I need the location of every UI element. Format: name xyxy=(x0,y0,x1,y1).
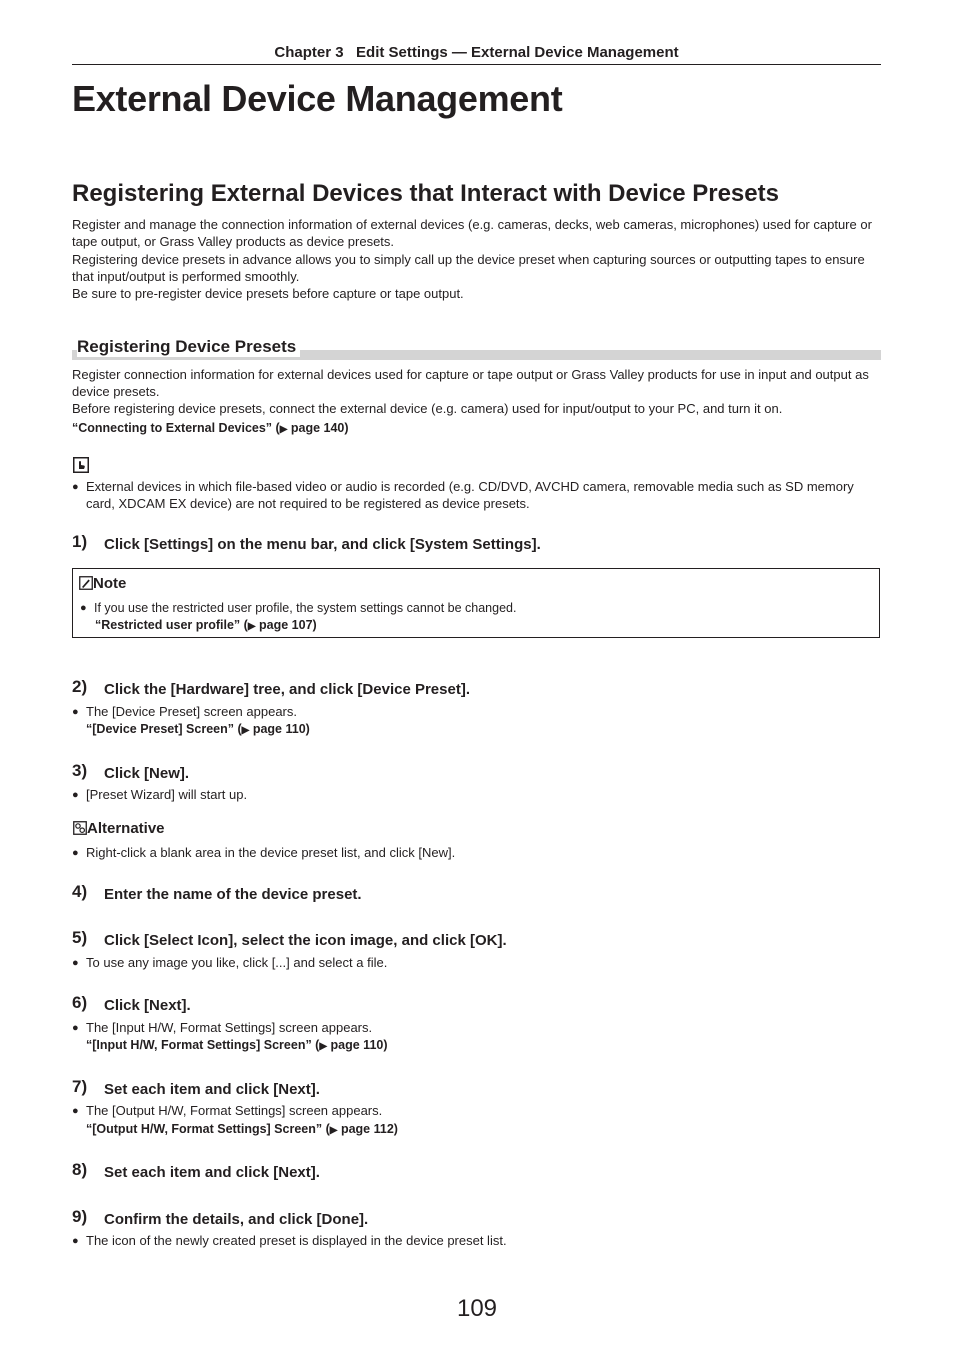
intro-paragraph-3: Be sure to pre-register device presets before capture or tape output. xyxy=(72,286,464,301)
step-7-bullet-text: The [Output H/W, Format Settings] screen appears. xyxy=(86,1103,383,1118)
xref-text: “Connecting to External Devices” ( xyxy=(72,421,280,435)
note-bullet-text: If you use the restricted user profile, the system settings cannot be changed. xyxy=(94,601,517,615)
xref-page: page 110) xyxy=(252,722,310,736)
step-text-8: Set each item and click [Next]. xyxy=(104,1164,320,1181)
bullet-dot: ● xyxy=(72,1235,79,1247)
xref-text: “[Device Preset] Screen” ( xyxy=(86,722,242,736)
xref-restricted-user[interactable] xyxy=(95,618,317,632)
step-text-1: Click [Settings] on the menu bar, and click [System Settings]. xyxy=(104,536,541,553)
bullet-dot: ● xyxy=(72,789,79,801)
alternative-bullet-text: Right-click a blank area in the device preset list, and click [New]. xyxy=(86,845,456,860)
note-bullet xyxy=(80,600,874,617)
page-number: 109 xyxy=(456,1295,498,1322)
alternative-icon xyxy=(73,821,87,839)
bullet-dot: ● xyxy=(72,957,79,969)
step-3-bullet xyxy=(72,787,886,804)
hint-bullet-text: External devices in which file-based video or audio is recorded (e.g. CD/DVD, AVCHD camera, removable media such as SD memory card, XDCAM EX device) are not required to be registered as device presets. xyxy=(86,479,854,511)
subsection-title: Registering Device Presets xyxy=(77,337,300,357)
bullet-dot: ● xyxy=(80,602,87,614)
section-title: Registering External Devices that Interact with Device Presets xyxy=(72,180,779,207)
step-text-5: Click [Select Icon], select the icon image, and click [OK]. xyxy=(104,932,507,949)
step-3-bullet-text: [Preset Wizard] will start up. xyxy=(86,787,248,802)
triangle-right-icon: ▶ xyxy=(279,424,288,435)
page-title: External Device Management xyxy=(72,78,563,119)
step-9-bullet-text: The icon of the newly created preset is displayed in the device preset list. xyxy=(86,1233,507,1248)
xref-text: “[Input H/W, Format Settings] Screen” ( xyxy=(86,1038,320,1052)
hand-pointer-icon xyxy=(73,457,89,478)
bullet-dot: ● xyxy=(72,847,79,859)
xref-output-hw-screen[interactable] xyxy=(86,1122,398,1136)
intro-paragraph-2: Registering device presets in advance allows you to simply call up the device preset when capturing sources or outputting tapes to ensure that input/output is performed smoothly. xyxy=(72,252,865,284)
bullet-dot: ● xyxy=(72,706,79,718)
bullet-dot: ● xyxy=(72,481,79,493)
triangle-right-icon: ▶ xyxy=(319,1041,328,1052)
subsection-paragraph-1: Register connection information for external devices used for capture or tape output or Grass Valley products for use in input and output as device presets. xyxy=(72,367,869,399)
xref-page: page 140) xyxy=(290,421,349,435)
xref-input-hw-screen[interactable] xyxy=(86,1038,388,1052)
step-number-4: 4) xyxy=(72,882,88,901)
bullet-dot: ● xyxy=(72,1022,79,1034)
intro-paragraph-1: Register and manage the connection information of external devices (e.g. cameras, decks, web cameras, microphones) used for capture or tape output, or Grass Valley products as device presets. xyxy=(72,217,872,249)
step-7-bullet xyxy=(72,1103,886,1120)
step-9-bullet xyxy=(72,1233,886,1250)
step-2-bullet-text: The [Device Preset] screen appears. xyxy=(86,704,297,719)
step-5-bullet xyxy=(72,955,886,972)
alternative-label: Alternative xyxy=(87,820,165,837)
step-5-bullet-text: To use any image you like, click [...] and select a file. xyxy=(86,955,388,970)
step-6-bullet xyxy=(72,1020,886,1037)
note-pencil-icon xyxy=(79,576,93,594)
xref-page: page 110) xyxy=(330,1038,388,1052)
alternative-heading xyxy=(73,820,165,839)
step-text-3: Click [New]. xyxy=(104,765,190,782)
xref-text: “Restricted user profile” ( xyxy=(95,618,248,632)
step-2-bullet xyxy=(72,704,886,721)
triangle-right-icon: ▶ xyxy=(247,621,256,632)
note-label: Note xyxy=(93,575,127,592)
step-number-6: 6) xyxy=(72,993,88,1012)
step-text-6: Click [Next]. xyxy=(104,997,191,1014)
step-number-8: 8) xyxy=(72,1160,88,1179)
xref-device-preset-screen[interactable] xyxy=(86,722,310,736)
step-number-7: 7) xyxy=(72,1077,88,1096)
triangle-right-icon: ▶ xyxy=(241,725,250,736)
xref-text: “[Output H/W, Format Settings] Screen” ( xyxy=(86,1122,330,1136)
xref-connecting-devices[interactable] xyxy=(72,421,349,435)
step-text-9: Confirm the details, and click [Done]. xyxy=(104,1211,369,1228)
note-heading xyxy=(79,575,126,594)
step-number-1: 1) xyxy=(72,532,88,551)
header-rule xyxy=(72,64,881,65)
step-number-2: 2) xyxy=(72,677,88,696)
chapter-header: Chapter 3 Edit Settings — External Device Management xyxy=(274,44,679,61)
triangle-right-icon: ▶ xyxy=(329,1125,338,1136)
xref-page: page 107) xyxy=(259,618,317,632)
xref-page: page 112) xyxy=(340,1122,398,1136)
hint-bullet xyxy=(72,479,886,512)
step-text-7: Set each item and click [Next]. xyxy=(104,1081,320,1098)
step-text-4: Enter the name of the device preset. xyxy=(104,886,362,903)
step-number-5: 5) xyxy=(72,928,88,947)
alternative-bullet xyxy=(72,845,886,862)
step-text-2: Click the [Hardware] tree, and click [Device Preset]. xyxy=(104,681,470,698)
step-number-9: 9) xyxy=(72,1207,88,1226)
step-number-3: 3) xyxy=(72,761,88,780)
step-6-bullet-text: The [Input H/W, Format Settings] screen appears. xyxy=(86,1020,373,1035)
bullet-dot: ● xyxy=(72,1105,79,1117)
subsection-paragraph-2: Before registering device presets, connect the external device (e.g. camera) used for input/output to your PC, and turn it on. xyxy=(72,401,783,416)
